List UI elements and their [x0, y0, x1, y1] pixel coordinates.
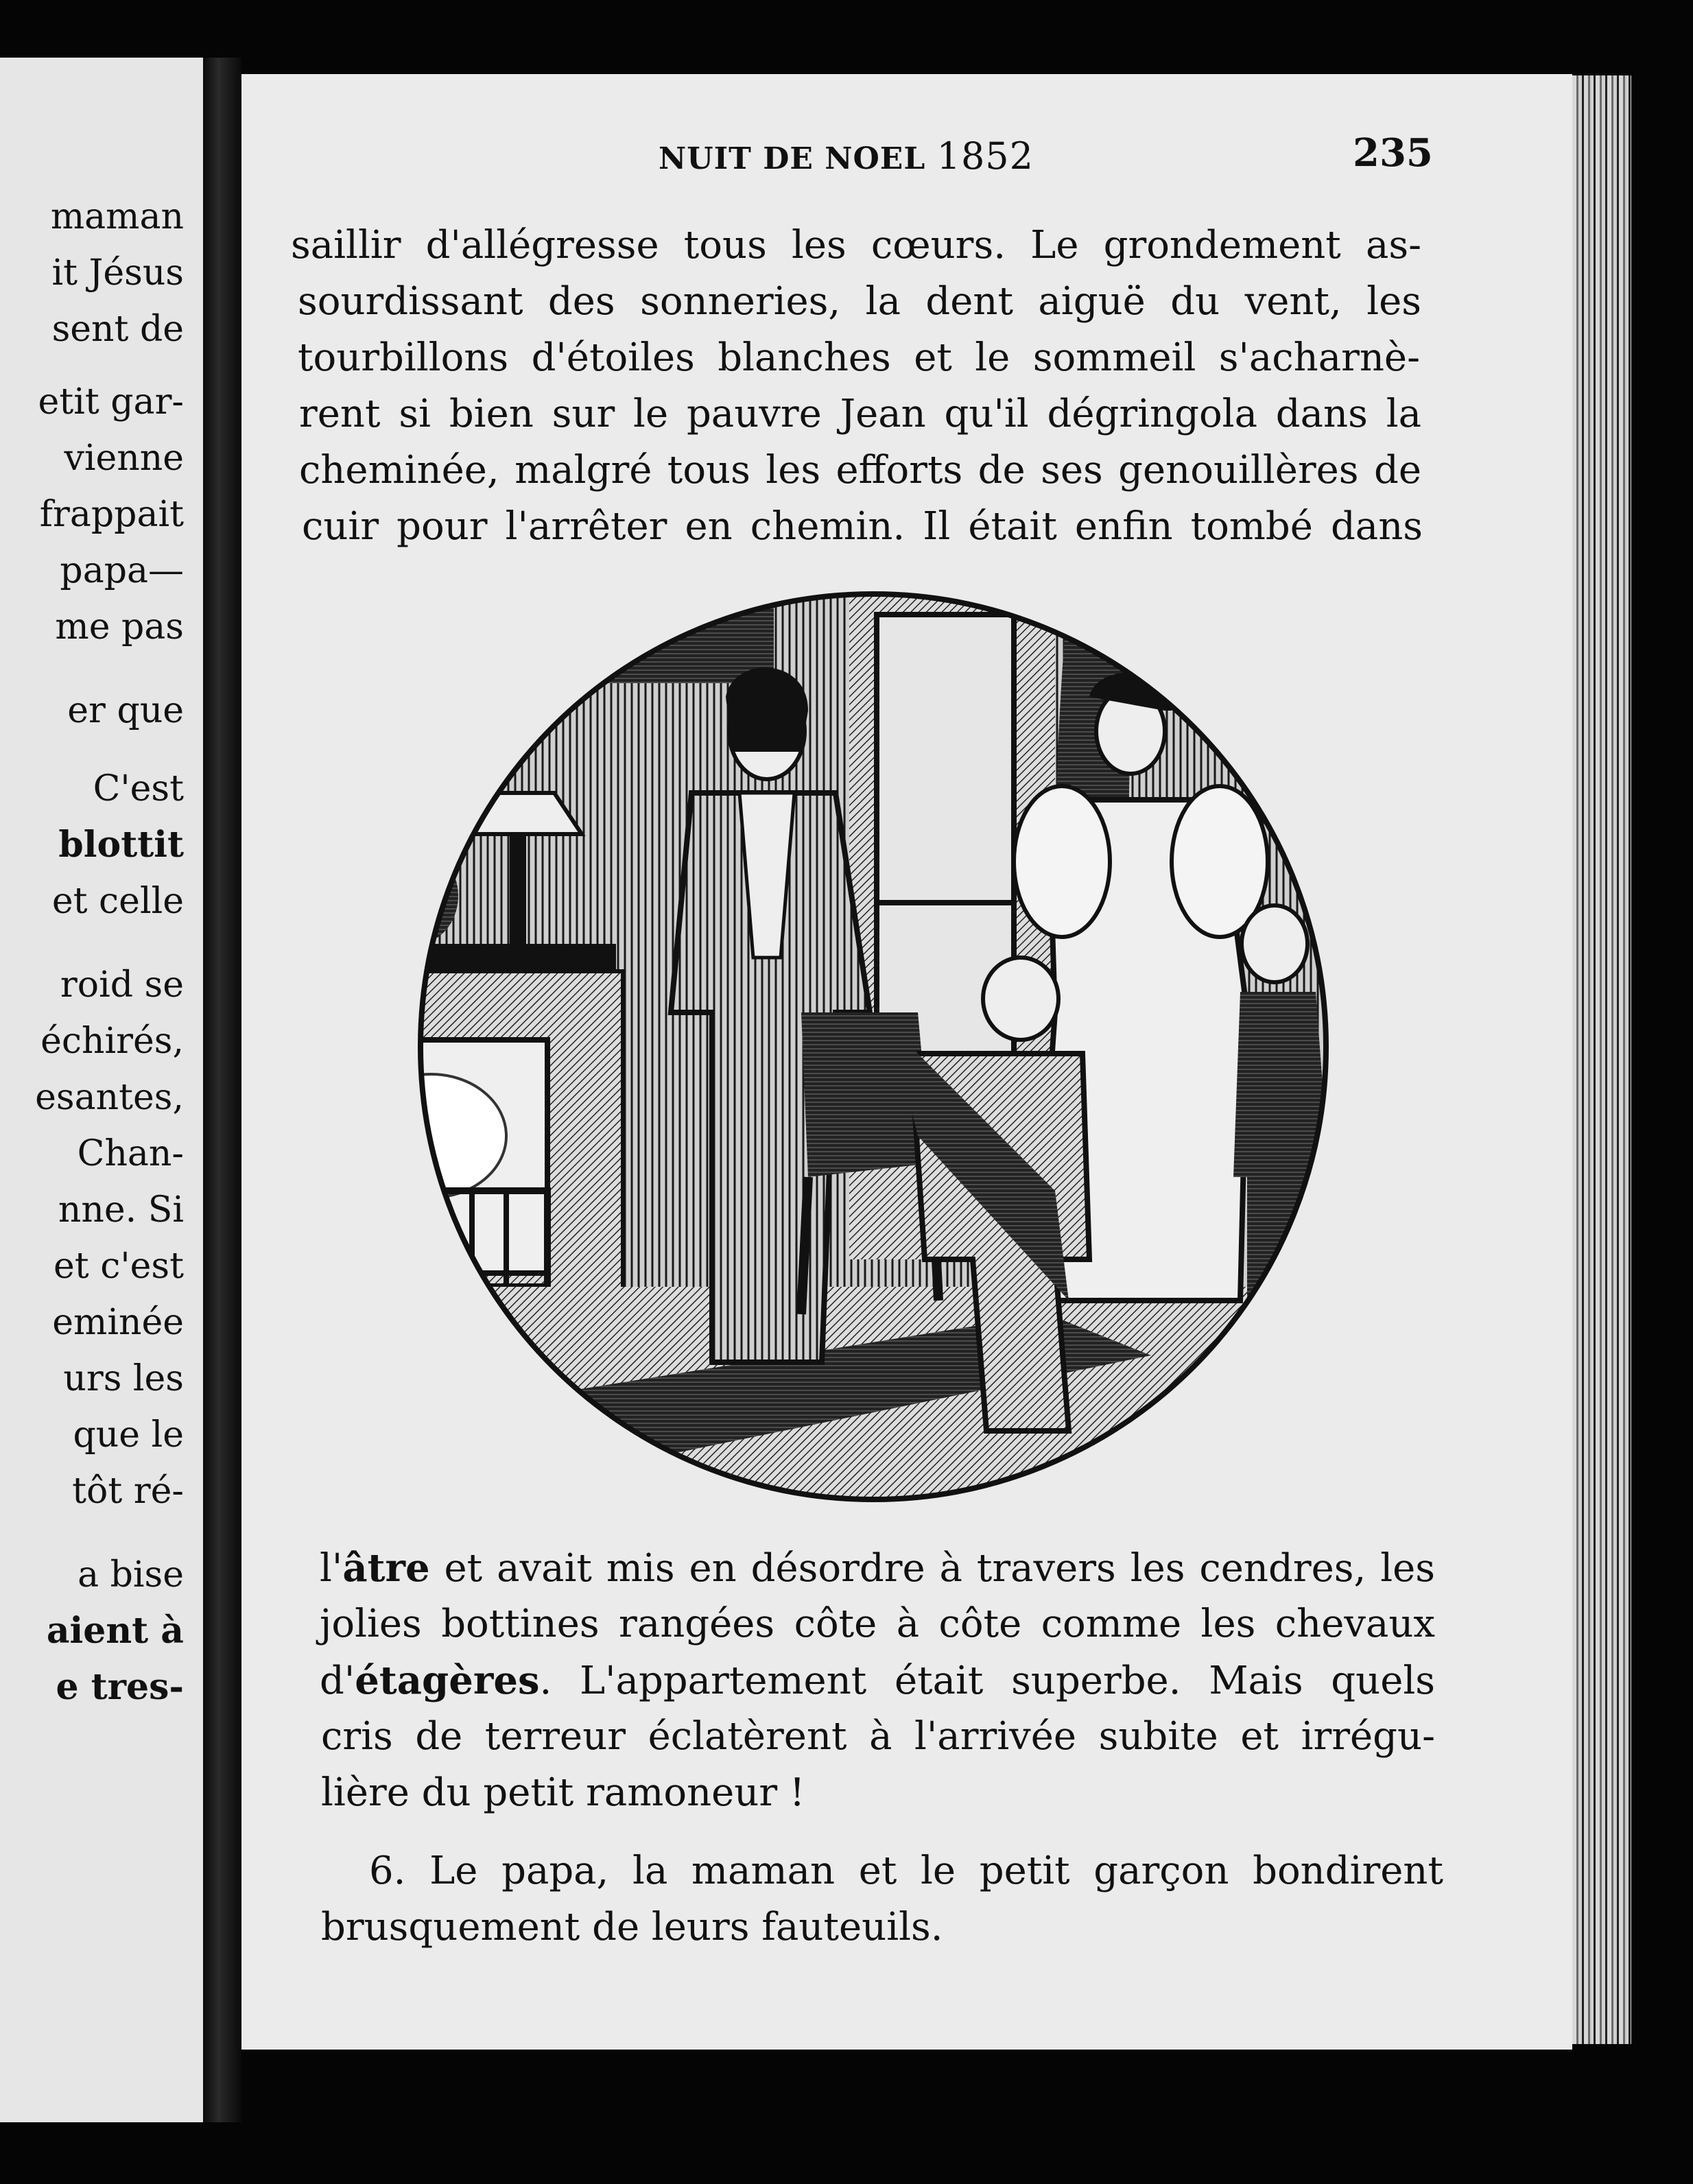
left-page-line: papa— [60, 550, 184, 591]
text-fragment: . L'appartement était superbe. Mais quels [539, 1659, 1435, 1703]
book-gutter [203, 58, 241, 2122]
left-page-line: vienne [64, 438, 184, 479]
left-page-line: Chan- [77, 1133, 184, 1174]
text-line: lière du petit ramoneur ! [321, 1770, 805, 1815]
left-page-line: échirés, [40, 1021, 184, 1062]
left-page [0, 58, 203, 2122]
bold-word-etageres: étagères [355, 1658, 540, 1703]
text-line: cuir pour l'arrêter en chemin. Il était enfin tombé dans [302, 504, 1423, 549]
text-line: cris de terreur éclatèrent à l'arrivée subite et irrégu- [321, 1714, 1435, 1759]
left-page-line: er que [67, 690, 184, 731]
left-page-line: e tres- [56, 1666, 184, 1708]
left-page-line: esantes, [35, 1077, 184, 1118]
left-page-line: que le [73, 1414, 184, 1456]
text-line-atre [320, 1545, 1435, 1591]
left-page-line: blottit [58, 824, 184, 866]
left-page-line: et celle [51, 881, 184, 922]
running-head [659, 134, 1034, 178]
text-line: tourbillons d'étoiles blanches et le sommeil s'acharnè- [298, 335, 1420, 380]
left-page-line: maman [50, 196, 184, 237]
left-page-line: a bise [78, 1554, 184, 1595]
text-line: sourdissant des sonneries, la dent aiguë du vent, les [298, 279, 1421, 324]
text-line: saillir d'allégresse tous les cœurs. Le grondement as- [291, 223, 1421, 268]
text-line-paragraph-6: 6. Le papa, la maman et le petit garçon bondirent [369, 1849, 1443, 1893]
page-number: 235 [1353, 130, 1433, 176]
text-line: rent si bien sur le pauvre Jean qu'il dégringola dans la [299, 392, 1421, 436]
bold-word-atre: âtre [342, 1545, 430, 1591]
text-line-etageres [320, 1658, 1435, 1703]
engraving-illustration [328, 573, 1419, 1520]
left-page-line: it Jésus [51, 252, 184, 294]
text-fragment: d' [320, 1659, 355, 1703]
left-page-line: roid se [60, 964, 184, 1006]
text-line: jolies bottines rangées côte à côte comme les chevaux [320, 1602, 1435, 1646]
left-page-line: sent de [51, 309, 184, 350]
left-page-line: tôt ré- [72, 1471, 184, 1512]
left-page-line: urs les [63, 1358, 184, 1399]
left-page-line: aient à [46, 1610, 184, 1652]
left-page-line: frappait [39, 494, 184, 535]
left-page-line: nne. Si [58, 1189, 184, 1231]
left-page-line: C'est [93, 768, 184, 809]
running-head-title: NUIT DE NOEL [659, 141, 926, 176]
text-line: cheminée, malgré tous les efforts de ses genouillères de [299, 448, 1421, 492]
left-page-line: eminée [52, 1302, 184, 1343]
text-fragment: l' [320, 1546, 343, 1591]
left-page-line: me pas [55, 606, 184, 648]
text-fragment: et avait mis en désordre à travers les cendres, les [429, 1546, 1435, 1591]
page-edges [1572, 75, 1631, 2044]
text-line: brusquement de leurs fauteuils. [321, 1905, 943, 1949]
running-head-year: 1852 [936, 134, 1034, 178]
left-page-line: etit gar- [38, 381, 184, 423]
left-page-line: et c'est [54, 1246, 184, 1287]
